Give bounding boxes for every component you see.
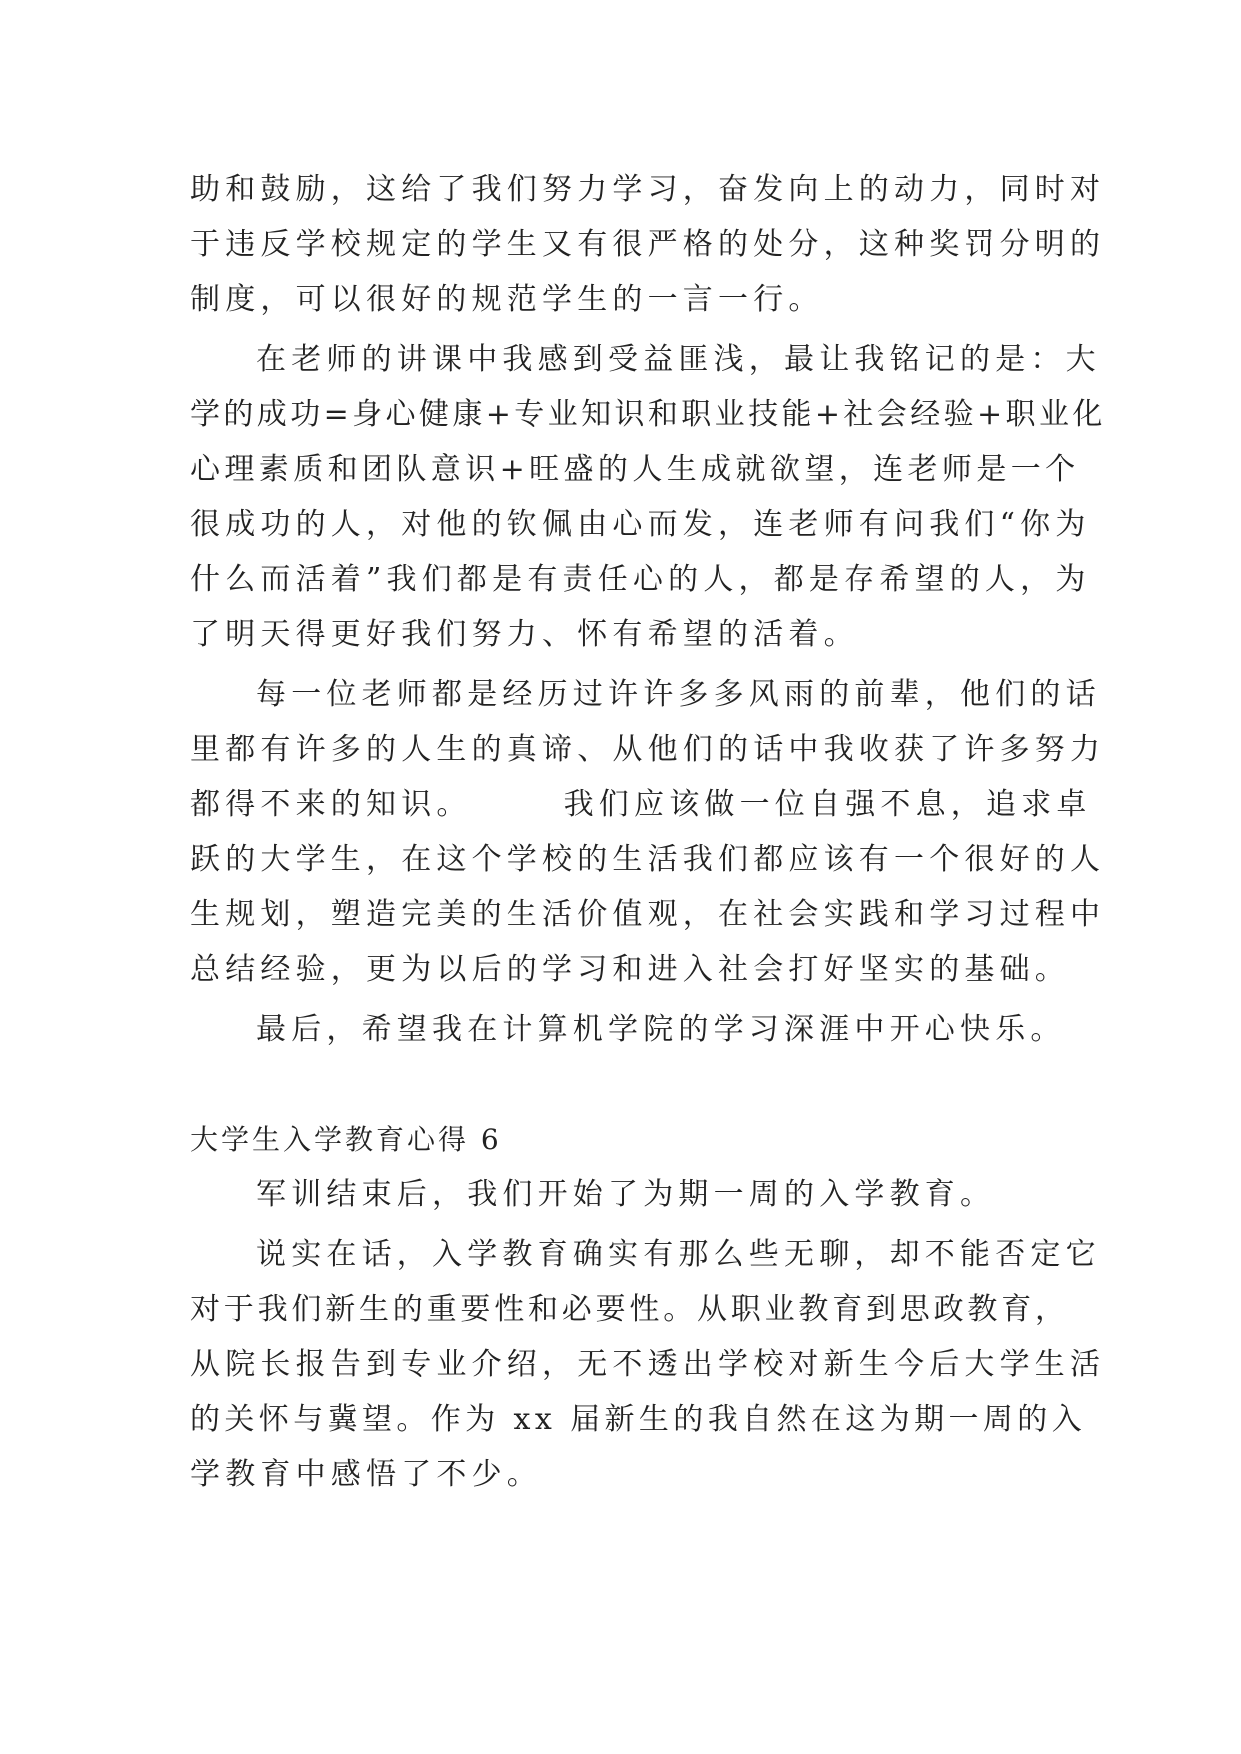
paragraph-1-line-1: 助和鼓励，这给了我们努力学习，奋发向上的动力，同时对	[190, 172, 1106, 207]
paragraph-3-line-4: 跃的大学生，在这个学校的生活我们都应该有一个很好的人	[190, 842, 1106, 877]
section-heading: 大学生入学教育心得 6	[190, 1123, 502, 1156]
paragraph-1-line-3: 制度，可以很好的规范学生的一言一行。	[190, 282, 824, 317]
paragraph-6-line-5: 学教育中感悟了不少。	[190, 1457, 542, 1492]
paragraph-6-line-3: 从院长报告到专业介绍，无不透出学校对新生今后大学生活	[190, 1347, 1106, 1382]
paragraph-2-line-3: 心理素质和团队意识+旺盛的人生成就欲望，连老师是一个	[190, 452, 1080, 487]
paragraph-3-line-3	[190, 775, 1092, 835]
paragraph-3-line-5: 生规划，塑造完美的生活价值观，在社会实践和学习过程中	[190, 897, 1106, 932]
paragraph-2-line-6: 了明天得更好我们努力、怀有希望的活着。	[190, 617, 859, 652]
paragraph-2-line-5: 什么而活着”我们都是有责任心的人，都是存希望的人，为	[190, 562, 1091, 597]
paragraph-2-line-2: 学的成功=身心健康+专业知识和职业技能+社会经验+职业化	[190, 397, 1106, 432]
paragraph-3-line-1: 每一位老师都是经历过许许多多风雨的前辈，他们的话	[256, 677, 1101, 712]
paragraph-4-line-1: 最后，希望我在计算机学院的学习深涯中开心快乐。	[256, 1012, 1066, 1047]
paragraph-3-line-6: 总结经验，更为以后的学习和进入社会打好坚实的基础。	[190, 952, 1070, 987]
paragraph-3-line-2: 里都有许多的人生的真谛、从他们的话中我收获了许多努力	[190, 732, 1106, 767]
paragraph-2-line-1: 在老师的讲课中我感到受益匪浅，最让我铭记的是：大	[256, 342, 1101, 377]
paragraph-5-line-1: 军训结束后，我们开始了为期一周的入学教育。	[256, 1177, 996, 1212]
paragraph-3-line-3-part-b: 我们应该做一位自强不息，追求卓	[563, 787, 1092, 822]
paragraph-6-line-2: 对于我们新生的重要性和必要性。从职业教育到思政教育，	[190, 1292, 1069, 1327]
paragraph-1-line-2: 于违反学校规定的学生又有很严格的处分，这种奖罚分明的	[190, 227, 1106, 262]
paragraph-3-line-3-part-a: 都得不来的知识。	[190, 787, 472, 822]
paragraph-2-line-4: 很成功的人，对他的钦佩由心而发，连老师有问我们“你为	[190, 507, 1091, 542]
paragraph-6-line-4: 的关怀与冀望。作为 xx 届新生的我自然在这为期一周的入	[190, 1402, 1087, 1437]
paragraph-6-line-1: 说实在话，入学教育确实有那么些无聊，却不能否定它	[256, 1237, 1101, 1272]
